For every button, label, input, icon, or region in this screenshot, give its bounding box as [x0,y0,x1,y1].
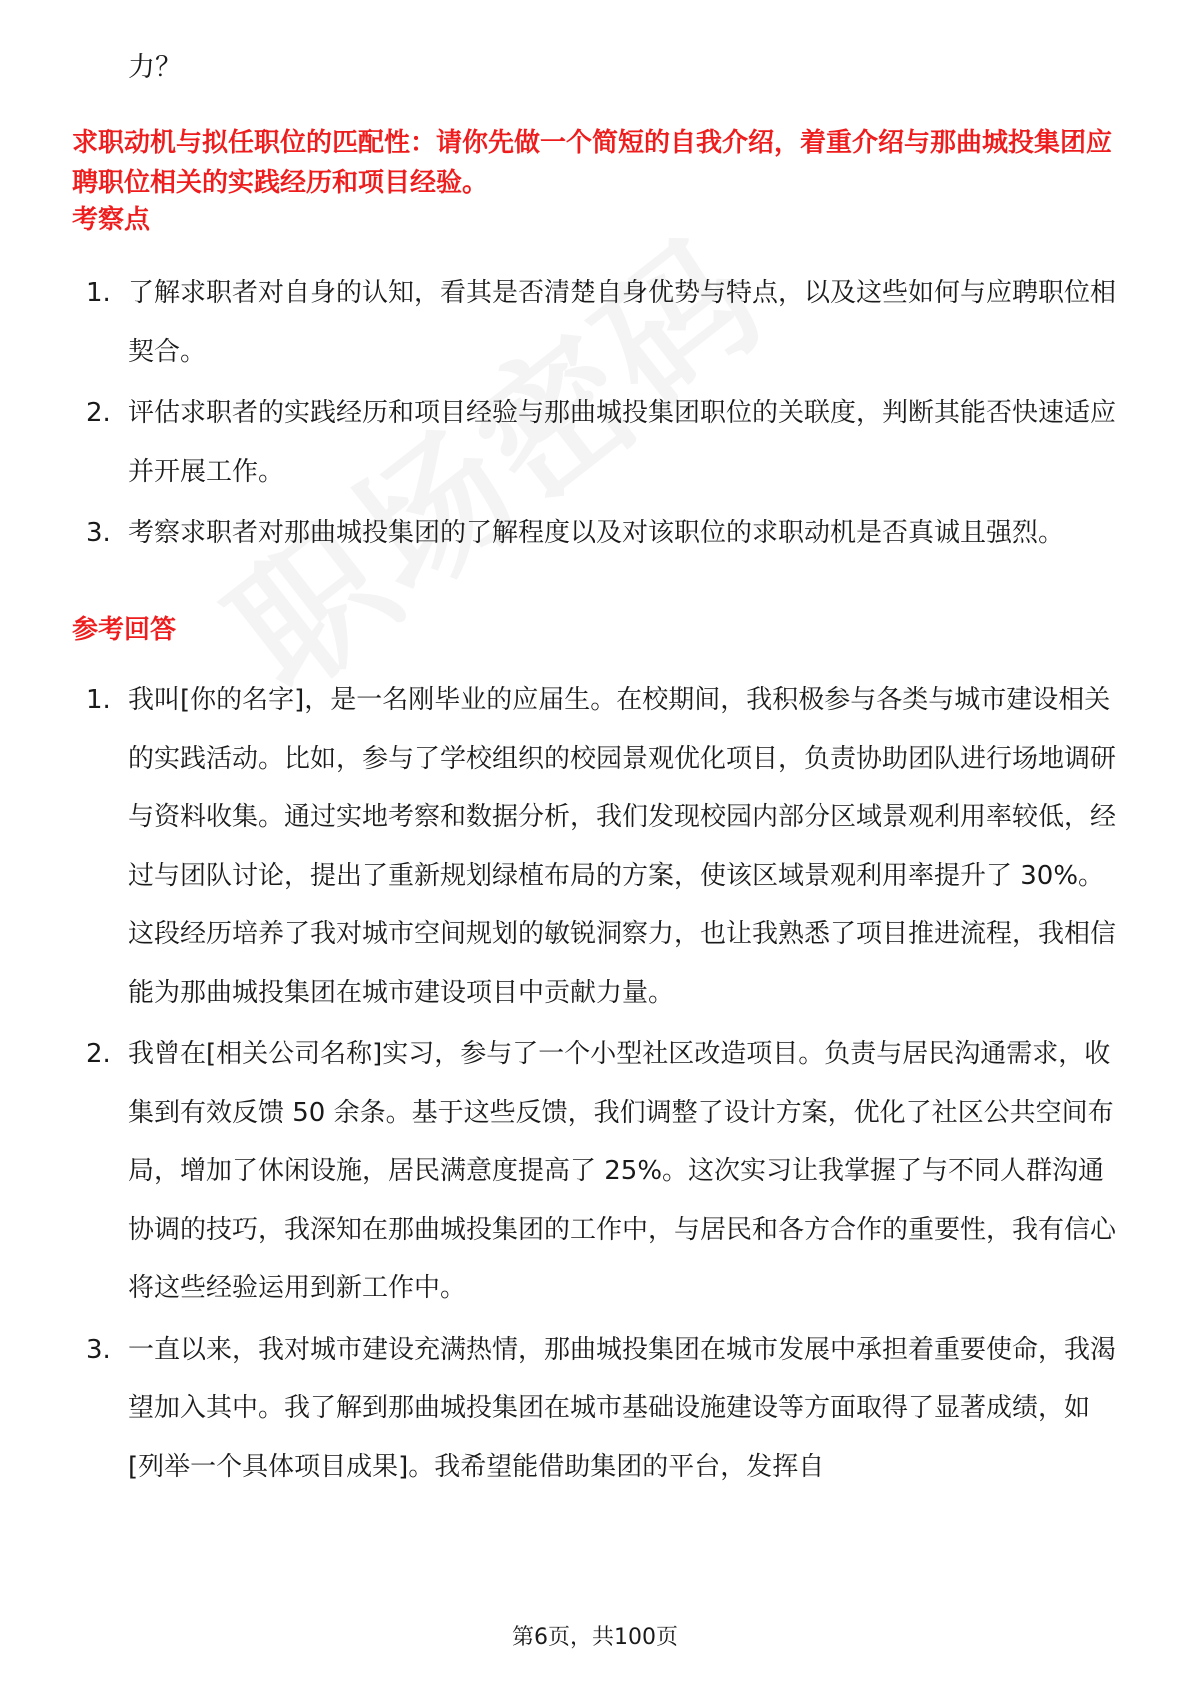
list-item [0,1025,1118,1318]
list-item-text: 我叫[你的名字]，是一名刚毕业的应届生。在校期间，我积极参与各类与城市建设相关的实践活动。比如，参与了学校组织的校园景观优化项目，负责协助团队进行场地调研与资料收集。通过实地考察和数据分析，我们发现校园内部分区域景观利用率较低，经过与团队讨论，提出了重新规划绿植布局的方案，使该区域景观利用率提升了 30%。这段经历培养了我对城市空间规划的敏锐洞察力，也让我熟悉了项目推进流程，我相信能为那曲城投集团在城市建设项目中贡献力量。 [128,685,1117,1008]
list-item-text: 考察求职者对那曲城投集团的了解程度以及对该职位的求职动机是否真诚且强烈。 [128,518,1065,548]
list-number: 2. [86,1039,111,1069]
reference-answer-list [0,671,1118,1499]
list-item-text: 我曾在[相关公司名称]实习，参与了一个小型社区改造项目。负责与居民沟通需求，收集到有效反馈 50 余条。基于这些反馈，我们调整了设计方案，优化了社区公共空间布局，增加了休闲设施，居民满意度提高了 25%。这次实习让我掌握了与不同人群沟通协调的技巧，我深知在那曲城投集团的工作中，与居民和各方合作的重要性，我有信心将这些经验运用到新工作中。 [128,1039,1117,1303]
list-item [0,384,1118,501]
list-item [0,1321,1118,1497]
list-item-text: 评估求职者的实践经历和项目经验与那曲城投集团职位的关联度，判断其能否快速适应并开展工作。 [128,398,1117,487]
list-number: 3. [86,518,111,548]
page-footer: 第6页，共100页 [512,1625,678,1650]
list-number: 1. [86,685,111,715]
list-item [0,264,1118,381]
list-item-text: 一直以来，我对城市建设充满热情，那曲城投集团在城市发展中承担着重要使命，我渴望加入其中。我了解到那曲城投集团在城市基础设施建设等方面取得了显著成绩，如[列举一个具体项目成果]。我希望能借助集团的平台，发挥自 [128,1334,1117,1482]
continued-text: 力？ [128,52,182,83]
list-number: 2. [86,398,111,428]
list-number: 3. [86,1334,111,1365]
question-title: 求职动机与拟任职位的匹配性：请你先做一个简短的自我介绍，着重介绍与那曲城投集团应聘职位相关的实践经历和项目经验。 [72,128,1113,198]
list-item [0,671,1118,1022]
list-number: 1. [86,278,111,308]
list-item [0,504,1118,563]
exam-points-list [0,264,1118,566]
exam-points-heading: 考察点 [72,205,151,235]
reference-answer-heading: 参考回答 [72,615,177,645]
list-item-text: 了解求职者对自身的认知，看其是否清楚自身优势与特点，以及这些如何与应聘职位相契合。 [128,278,1117,367]
